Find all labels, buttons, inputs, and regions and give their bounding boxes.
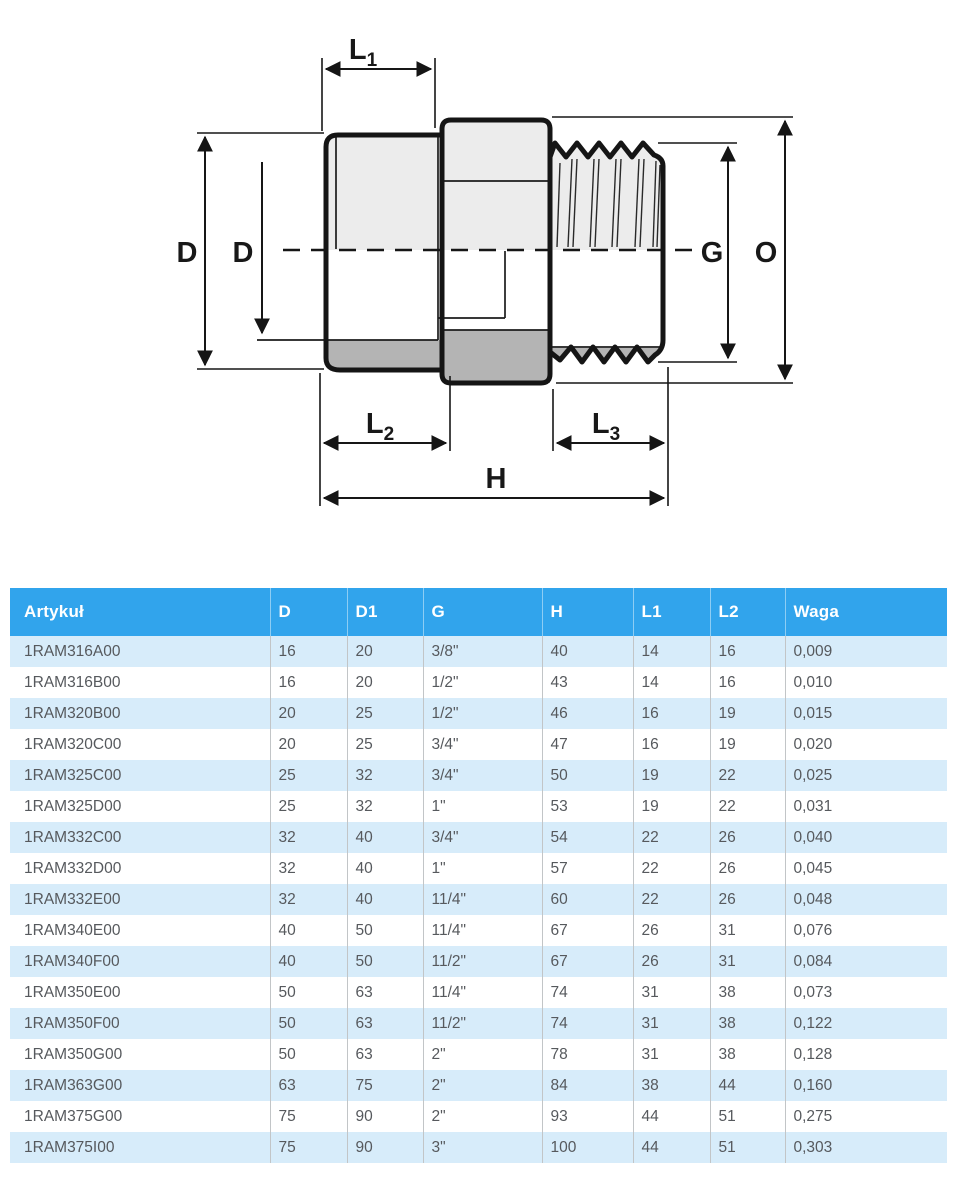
table-cell: 63 (270, 1070, 347, 1101)
table-row (10, 884, 947, 915)
table-cell: 0,025 (785, 760, 947, 791)
table-row (10, 1008, 947, 1039)
table-cell: 40 (347, 853, 423, 884)
table-cell: 20 (347, 636, 423, 667)
table-cell: 2" (423, 1101, 542, 1132)
table-cell: 16 (270, 667, 347, 698)
table-row (10, 977, 947, 1008)
table-cell: 57 (542, 853, 633, 884)
table-cell: 50 (270, 977, 347, 1008)
table-cell: 0,009 (785, 636, 947, 667)
dim-label-o: O (754, 237, 778, 269)
table-cell: 90 (347, 1132, 423, 1163)
table-row (10, 1132, 947, 1163)
table-cell: 1" (423, 853, 542, 884)
dimensions-table (10, 588, 947, 1163)
table-row (10, 667, 947, 698)
table-cell: 31 (633, 1039, 710, 1070)
table-cell: 11/4" (423, 977, 542, 1008)
table-row (10, 636, 947, 667)
table-cell: 25 (347, 698, 423, 729)
table-cell: 32 (270, 853, 347, 884)
socket-upper-fill (326, 135, 438, 250)
table-cell: 22 (633, 884, 710, 915)
table-cell: 38 (710, 1008, 785, 1039)
table-cell: 75 (270, 1101, 347, 1132)
table-cell: 26 (633, 946, 710, 977)
dimension-l3 (553, 367, 668, 506)
table-cell: 2" (423, 1039, 542, 1070)
table-cell: 0,076 (785, 915, 947, 946)
table-cell: 0,015 (785, 698, 947, 729)
table-cell: 26 (633, 915, 710, 946)
table-cell: 20 (347, 667, 423, 698)
table-cell: 14 (633, 636, 710, 667)
table-cell: 43 (542, 667, 633, 698)
table-cell: 50 (270, 1039, 347, 1070)
table-row (10, 915, 947, 946)
table-cell: 16 (633, 698, 710, 729)
dim-label-d-outer: D (176, 237, 198, 269)
dim-label-l3: $L_3$ (591, 408, 621, 445)
cell-artykul: 1RAM325C00 (24, 766, 122, 784)
table-row (10, 698, 947, 729)
table-cell: 3/4" (423, 729, 542, 760)
column-header: Waga (785, 588, 947, 636)
table-cell: 44 (633, 1132, 710, 1163)
table-cell: 31 (710, 946, 785, 977)
table-cell: 50 (542, 760, 633, 791)
table-cell: 32 (270, 822, 347, 853)
table-cell: 19 (710, 698, 785, 729)
table-cell: 46 (542, 698, 633, 729)
table-cell: 75 (347, 1070, 423, 1101)
table-cell: 26 (710, 853, 785, 884)
table-cell: 0,040 (785, 822, 947, 853)
dimension-d-inner (233, 162, 262, 333)
cell-artykul: 1RAM375I00 (24, 1138, 115, 1156)
table-row (10, 1039, 947, 1070)
table-cell: 26 (710, 884, 785, 915)
table-row (10, 760, 947, 791)
table-cell: 32 (270, 884, 347, 915)
column-header: Artykuł (10, 588, 270, 636)
table-cell: 31 (633, 1008, 710, 1039)
table-cell: 11/2" (423, 946, 542, 977)
table-cell: 22 (633, 853, 710, 884)
table-cell: 53 (542, 791, 633, 822)
dimension-g (658, 143, 737, 362)
dimension-h (324, 463, 664, 498)
column-header: D (270, 588, 347, 636)
table-cell: 22 (633, 822, 710, 853)
table-cell: 38 (710, 977, 785, 1008)
table-cell: 93 (542, 1101, 633, 1132)
table-cell: 38 (710, 1039, 785, 1070)
cell-artykul: 1RAM375G00 (24, 1107, 123, 1125)
table-cell: 0,122 (785, 1008, 947, 1039)
dim-label-g: G (700, 237, 724, 269)
table-row (10, 822, 947, 853)
table-cell: 1/2" (423, 698, 542, 729)
table-cell: 22 (710, 760, 785, 791)
table-row (10, 791, 947, 822)
table-cell: 44 (633, 1101, 710, 1132)
cell-artykul: 1RAM340E00 (24, 921, 121, 939)
table-cell: 40 (347, 822, 423, 853)
table-cell: 1/2" (423, 667, 542, 698)
table-cell: 1" (423, 791, 542, 822)
table-cell: 74 (542, 977, 633, 1008)
cell-artykul: 1RAM316B00 (24, 673, 121, 691)
table-cell: 40 (347, 884, 423, 915)
table-cell: 0,084 (785, 946, 947, 977)
cell-artykul: 1RAM332D00 (24, 859, 122, 877)
column-header: L2 (710, 588, 785, 636)
table-cell: 63 (347, 977, 423, 1008)
cell-artykul: 1RAM350G00 (24, 1045, 123, 1063)
column-header: L1 (633, 588, 710, 636)
table-cell: 54 (542, 822, 633, 853)
table-cell: 50 (347, 946, 423, 977)
hex-cut-fill (442, 330, 550, 383)
table-row (10, 1070, 947, 1101)
table-body (10, 636, 947, 1163)
table-cell: 19 (710, 729, 785, 760)
column-header: H (542, 588, 633, 636)
table-cell: 19 (633, 791, 710, 822)
table-cell: 67 (542, 915, 633, 946)
table-cell: 25 (270, 760, 347, 791)
column-header: G (423, 588, 542, 636)
table-cell: 32 (347, 760, 423, 791)
cell-artykul: 1RAM320B00 (24, 704, 121, 722)
table-cell: 3/8" (423, 636, 542, 667)
table-cell: 0,048 (785, 884, 947, 915)
table-row (10, 729, 947, 760)
cell-artykul: 1RAM363G00 (24, 1076, 123, 1094)
table-cell: 26 (710, 822, 785, 853)
table-cell: 11/4" (423, 884, 542, 915)
table-cell: 16 (270, 636, 347, 667)
cell-artykul: 1RAM350F00 (24, 1014, 120, 1032)
table-cell: 31 (633, 977, 710, 1008)
table-cell: 22 (710, 791, 785, 822)
table-cell: 84 (542, 1070, 633, 1101)
cell-artykul: 1RAM332E00 (24, 890, 121, 908)
fitting-diagram (0, 0, 957, 560)
table-cell: 3/4" (423, 760, 542, 791)
dimension-l2 (320, 373, 450, 506)
table-cell: 3" (423, 1132, 542, 1163)
table-cell: 31 (710, 915, 785, 946)
table-cell: 32 (347, 791, 423, 822)
table-cell: 19 (633, 760, 710, 791)
table-cell: 0,073 (785, 977, 947, 1008)
table-cell: 2" (423, 1070, 542, 1101)
cell-artykul: 1RAM320C00 (24, 735, 122, 753)
table-cell: 38 (633, 1070, 710, 1101)
table-cell: 0,128 (785, 1039, 947, 1070)
table-cell: 74 (542, 1008, 633, 1039)
table-cell: 11/4" (423, 915, 542, 946)
technical-drawing (0, 0, 957, 560)
table-cell: 0,160 (785, 1070, 947, 1101)
dim-label-l1: $L_1$ (348, 34, 378, 71)
table-cell: 40 (270, 915, 347, 946)
table-cell: 20 (270, 698, 347, 729)
dimension-l1 (322, 34, 435, 131)
table-row (10, 1101, 947, 1132)
table-cell: 75 (270, 1132, 347, 1163)
table-cell: 0,303 (785, 1132, 947, 1163)
cell-artykul: 1RAM316A00 (24, 642, 121, 660)
header-row (10, 588, 947, 636)
table-cell: 63 (347, 1008, 423, 1039)
table-row (10, 946, 947, 977)
table-cell: 47 (542, 729, 633, 760)
table-cell: 14 (633, 667, 710, 698)
table-cell: 20 (270, 729, 347, 760)
table-cell: 0,031 (785, 791, 947, 822)
table-cell: 3/4" (423, 822, 542, 853)
table-cell: 0,045 (785, 853, 947, 884)
table-cell: 51 (710, 1101, 785, 1132)
table-cell: 0,020 (785, 729, 947, 760)
table-cell: 44 (710, 1070, 785, 1101)
table-cell: 40 (542, 636, 633, 667)
table-cell: 25 (347, 729, 423, 760)
table-cell: 16 (710, 667, 785, 698)
table-cell: 40 (270, 946, 347, 977)
column-header: D1 (347, 588, 423, 636)
table-cell: 78 (542, 1039, 633, 1070)
dim-label-l2: $L_2$ (365, 408, 395, 445)
table-cell: 60 (542, 884, 633, 915)
table-row (10, 853, 947, 884)
table-cell: 16 (633, 729, 710, 760)
table-cell: 11/2" (423, 1008, 542, 1039)
table-cell: 100 (542, 1132, 633, 1163)
cell-artykul: 1RAM350E00 (24, 983, 121, 1001)
hex-upper-fill (442, 120, 550, 250)
table-cell: 16 (710, 636, 785, 667)
cell-artykul: 1RAM340F00 (24, 952, 120, 970)
dim-label-h: H (485, 463, 507, 495)
cell-artykul: 1RAM325D00 (24, 797, 122, 815)
table-cell: 90 (347, 1101, 423, 1132)
table-cell: 67 (542, 946, 633, 977)
table-cell: 51 (710, 1132, 785, 1163)
dim-label-d-inner: D (232, 237, 254, 269)
table-cell: 25 (270, 791, 347, 822)
table-cell: 63 (347, 1039, 423, 1070)
socket-cut-fill (326, 340, 442, 370)
table-cell: 0,275 (785, 1101, 947, 1132)
cell-artykul: 1RAM332C00 (24, 828, 122, 846)
table-cell: 50 (347, 915, 423, 946)
table-cell: 0,010 (785, 667, 947, 698)
table-cell: 50 (270, 1008, 347, 1039)
